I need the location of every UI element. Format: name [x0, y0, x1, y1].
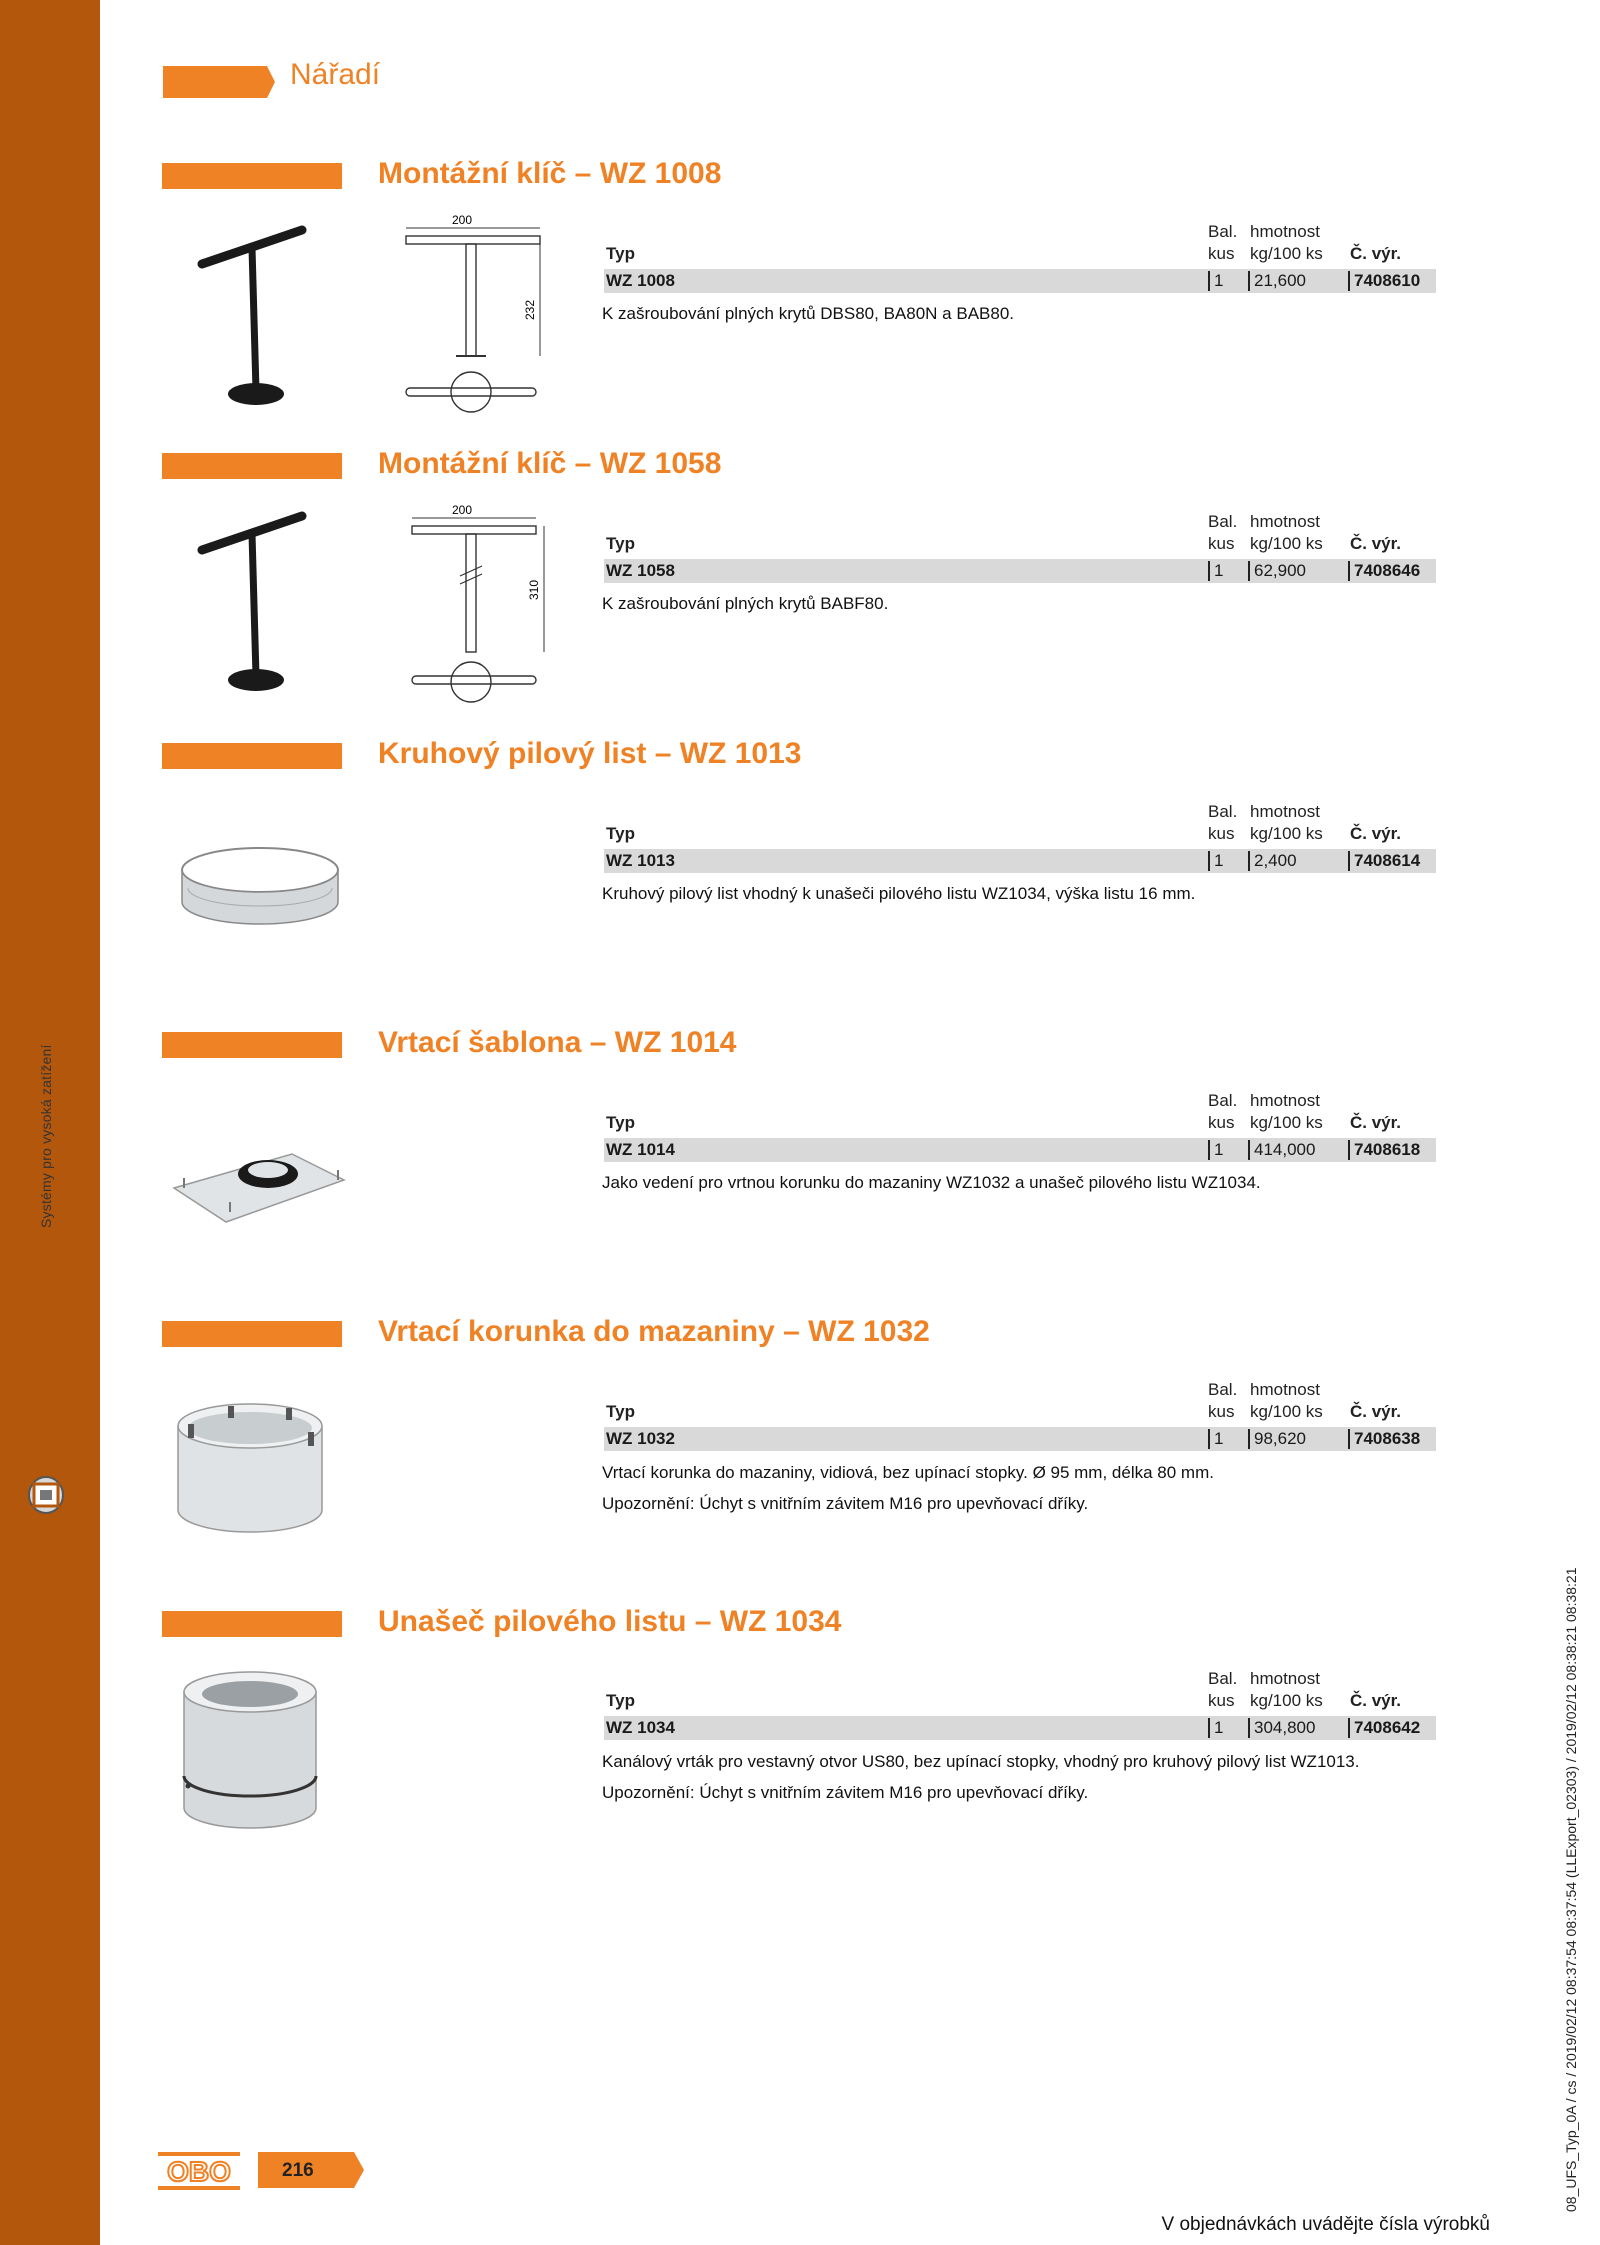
product-title: Montážní klíč – WZ 1008: [378, 157, 722, 190]
table-row: WZ 1058 1 62,900 7408646: [604, 559, 1436, 583]
product-title: Vrtací šablona – WZ 1014: [378, 1026, 737, 1059]
product-title: Unašeč pilového listu – WZ 1034: [378, 1605, 842, 1638]
product-description: Jako vedení pro vrtnou korunku do mazaniny WZ1032 a unašeč pilového listu WZ1034.: [602, 1173, 1261, 1192]
product-description: Kruhový pilový list vhodný k unašeči pilového listu WZ1034, výška listu 16 mm.: [602, 884, 1196, 903]
drilling-template-image: [168, 1140, 348, 1240]
page-number: 216: [282, 2160, 314, 2181]
table-row: WZ 1013 1 2,400 7408614: [604, 849, 1436, 873]
table-header: Typ Bal. kus hmotnost kg/100 ks Č. výr.: [606, 1380, 1402, 1421]
table-header: Typ Bal. kus hmotnost kg/100 ks Č. výr.: [606, 512, 1402, 553]
product-description: Vrtací korunka do mazaniny, vidiová, bez upínací stopky. Ø 95 mm, délka 80 mm. Upozornění: Úchyt s vnitřním závitem M16 pro upevňovací dříky.: [602, 1463, 1214, 1513]
table-row: WZ 1014 1 414,000 7408618: [604, 1138, 1436, 1162]
product-title: Kruhový pilový list – WZ 1013: [378, 737, 802, 770]
product-title: Vrtací korunka do mazaniny – WZ 1032: [378, 1315, 930, 1348]
core-drill-image: [168, 1392, 338, 1542]
table-row: WZ 1034 1 304,800 7408642: [604, 1716, 1436, 1740]
saw-blade-image: [170, 840, 350, 940]
header-flag: [163, 66, 275, 98]
table-header: Typ Bal. kus hmotnost kg/100 ks Č. výr.: [606, 1669, 1402, 1710]
product-description: Kanálový vrták pro vestavný otvor US80, bez upínací stopky, vhodný pro kruhový pilový list WZ1013. Upozornění: Úchyt s vnitřním závitem M16 pro upevňovací dříky.: [602, 1752, 1360, 1802]
section-bar: [162, 453, 342, 479]
table-row: WZ 1008 1 21,600 7408610: [604, 269, 1436, 293]
svg-text:200: 200: [452, 213, 473, 227]
svg-text:200: 200: [452, 503, 473, 517]
obo-logo: [158, 2152, 240, 2190]
side-section-label: Systémy pro vysoká zatížení: [38, 1044, 54, 1228]
svg-text:232: 232: [523, 299, 537, 320]
section-bar: [162, 1032, 342, 1058]
mounting-key-drawing: [400, 210, 560, 420]
product-description: K zašroubování plných krytů DBS80, BA80N a BAB80.: [602, 304, 1015, 323]
table-row: WZ 1032 1 98,620 7408638: [604, 1427, 1436, 1451]
mounting-key-drawing: [400, 500, 560, 710]
product-description: K zašroubování plných krytů BABF80.: [602, 594, 889, 613]
cable-duct-icon: [26, 1470, 66, 1520]
section-bar: [162, 1611, 342, 1637]
table-header: Typ Bal. kus hmotnost kg/100 ks Č. výr.: [606, 802, 1402, 843]
mounting-key-image: [190, 508, 310, 698]
svg-text:310: 310: [527, 579, 541, 600]
footer-note: V objednávkách uvádějte čísla výrobků: [1161, 2214, 1490, 2235]
table-header: Typ Bal. kus hmotnost kg/100 ks Č. výr.: [606, 222, 1402, 263]
mounting-key-image: [190, 222, 310, 412]
page-category-title: Nářadí: [290, 58, 381, 91]
table-header: Typ Bal. kus hmotnost kg/100 ks Č. výr.: [606, 1091, 1402, 1132]
saw-blade-holder-image: [176, 1668, 326, 1833]
product-title: Montážní klíč – WZ 1058: [378, 447, 722, 480]
section-bar: [162, 1321, 342, 1347]
document-code: 08_UFS_Typ_0A / cs / 2019/02/12 08:37:54 08:37:54 (LLExport_02303) / 2019/02/12 08:38:21 08:38:21: [1563, 1567, 1579, 2212]
svg-text:OBO: OBO: [167, 2156, 231, 2187]
section-bar: [162, 163, 342, 189]
section-bar: [162, 743, 342, 769]
